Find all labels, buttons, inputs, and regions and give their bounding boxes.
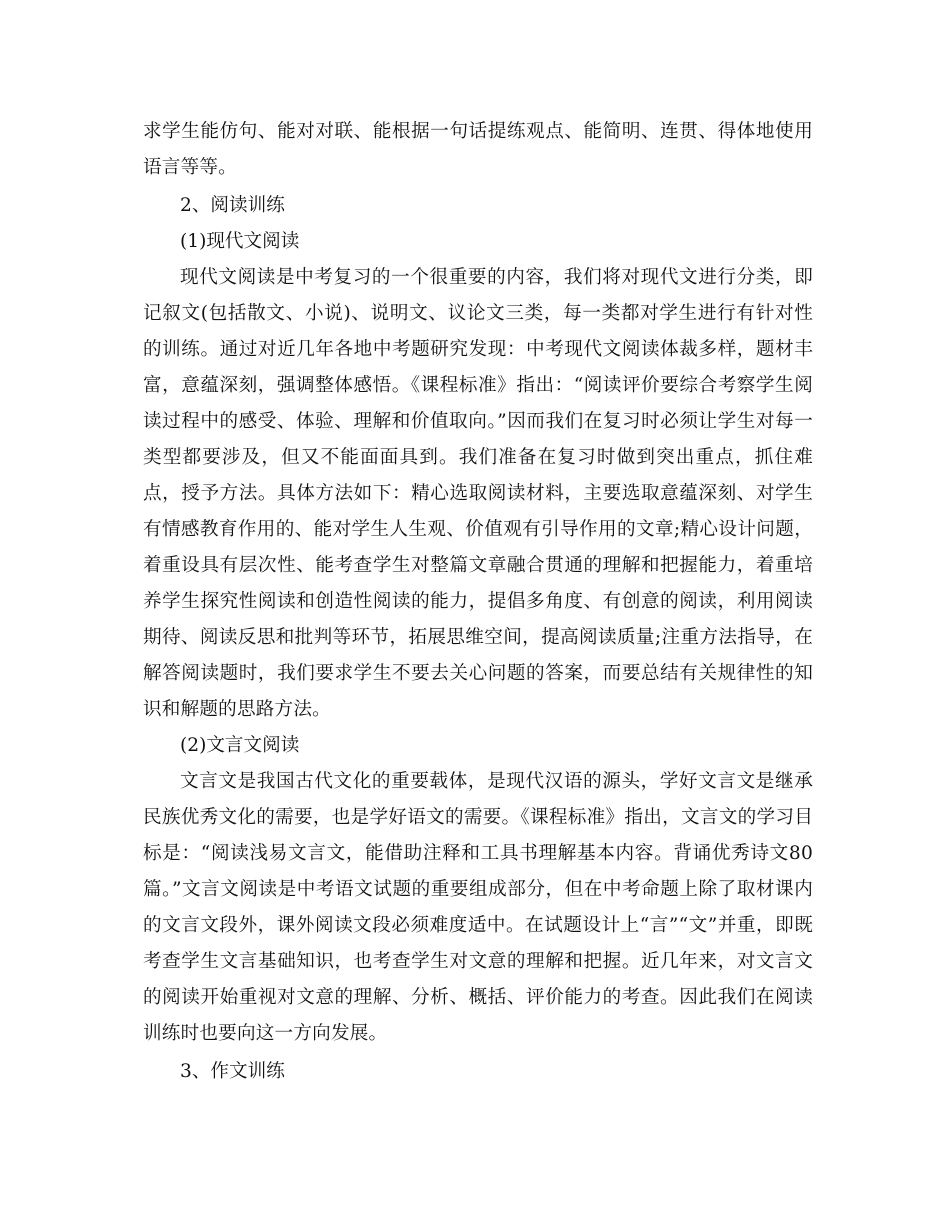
heading-modern-reading: (1)现代文阅读	[180, 231, 300, 252]
heading-reading-training: 2、阅读训练	[180, 195, 285, 216]
document-page	[143, 114, 813, 1090]
paragraph-modern-reading: 现代文阅读是中考复习的一个很重要的内容，我们将对现代文进行分类，即记叙文(包括散文、小说)、说明文、议论文三类，每一类都对学生进行有针对性的训练。通过对近几年各地中考题研究发现：中考现代文阅读体裁多样，题材丰富，意蕴深刻，强调整体感悟。《课程标准》指出：“阅读评价要综合考察学生阅读过程中的感受、体验、理解和价值取向。”因而我们在复习时必须让学生对每一类型都要涉及，但又不能面面具到。我们准备在复习时做到突出重点，抓住难点，授予方法。具体方法如下：精心选取阅读材料，主要选取意蕴深刻、对学生有情感教育作用的、能对学生人生观、价值观有引导作用的文章;精心设计问题，着重设具有层次性、能考查学生对整篇文章融合贯通的理解和把握能力，着重培养学生探究性阅读和创造性阅读的能力，提倡多角度、有创意的阅读，利用阅读期待、阅读反思和批判等环节，拓展思维空间，提高阅读质量;注重方法指导，在解答阅读题时，我们要求学生不要去关心问题的答案，而要总结有关规律性的知识和解题的思路方法。	[143, 267, 813, 720]
heading-classical-reading: (2)文言文阅读	[180, 735, 300, 756]
paragraph-intro: 求学生能仿句、能对对联、能根据一句话提练观点、能简明、连贯、得体地使用语言等等。	[143, 121, 813, 178]
heading-composition-training: 3、作文训练	[180, 1061, 285, 1082]
paragraph-classical-reading: 文言文是我国古代文化的重要载体，是现代汉语的源头，学好文言文是继承民族优秀文化的需要，也是学好语文的需要。《课程标准》指出，文言文的学习目标是：“阅读浅易文言文，能借助注释和工具书理解基本内容。背诵优秀诗文80篇。”文言文阅读是中考语文试题的重要组成部分，但在中考命题上除了取材课内的文言文段外，课外阅读文段必须难度适中。在试题设计上“言”“文”并重，即既考查学生文言基础知识，也考查学生对文意的理解和把握。近几年来，对文言文的阅读开始重视对文意的理解、分析、概括、评价能力的考查。因此我们在阅读训练时也要向这一方向发展。	[143, 771, 813, 1044]
